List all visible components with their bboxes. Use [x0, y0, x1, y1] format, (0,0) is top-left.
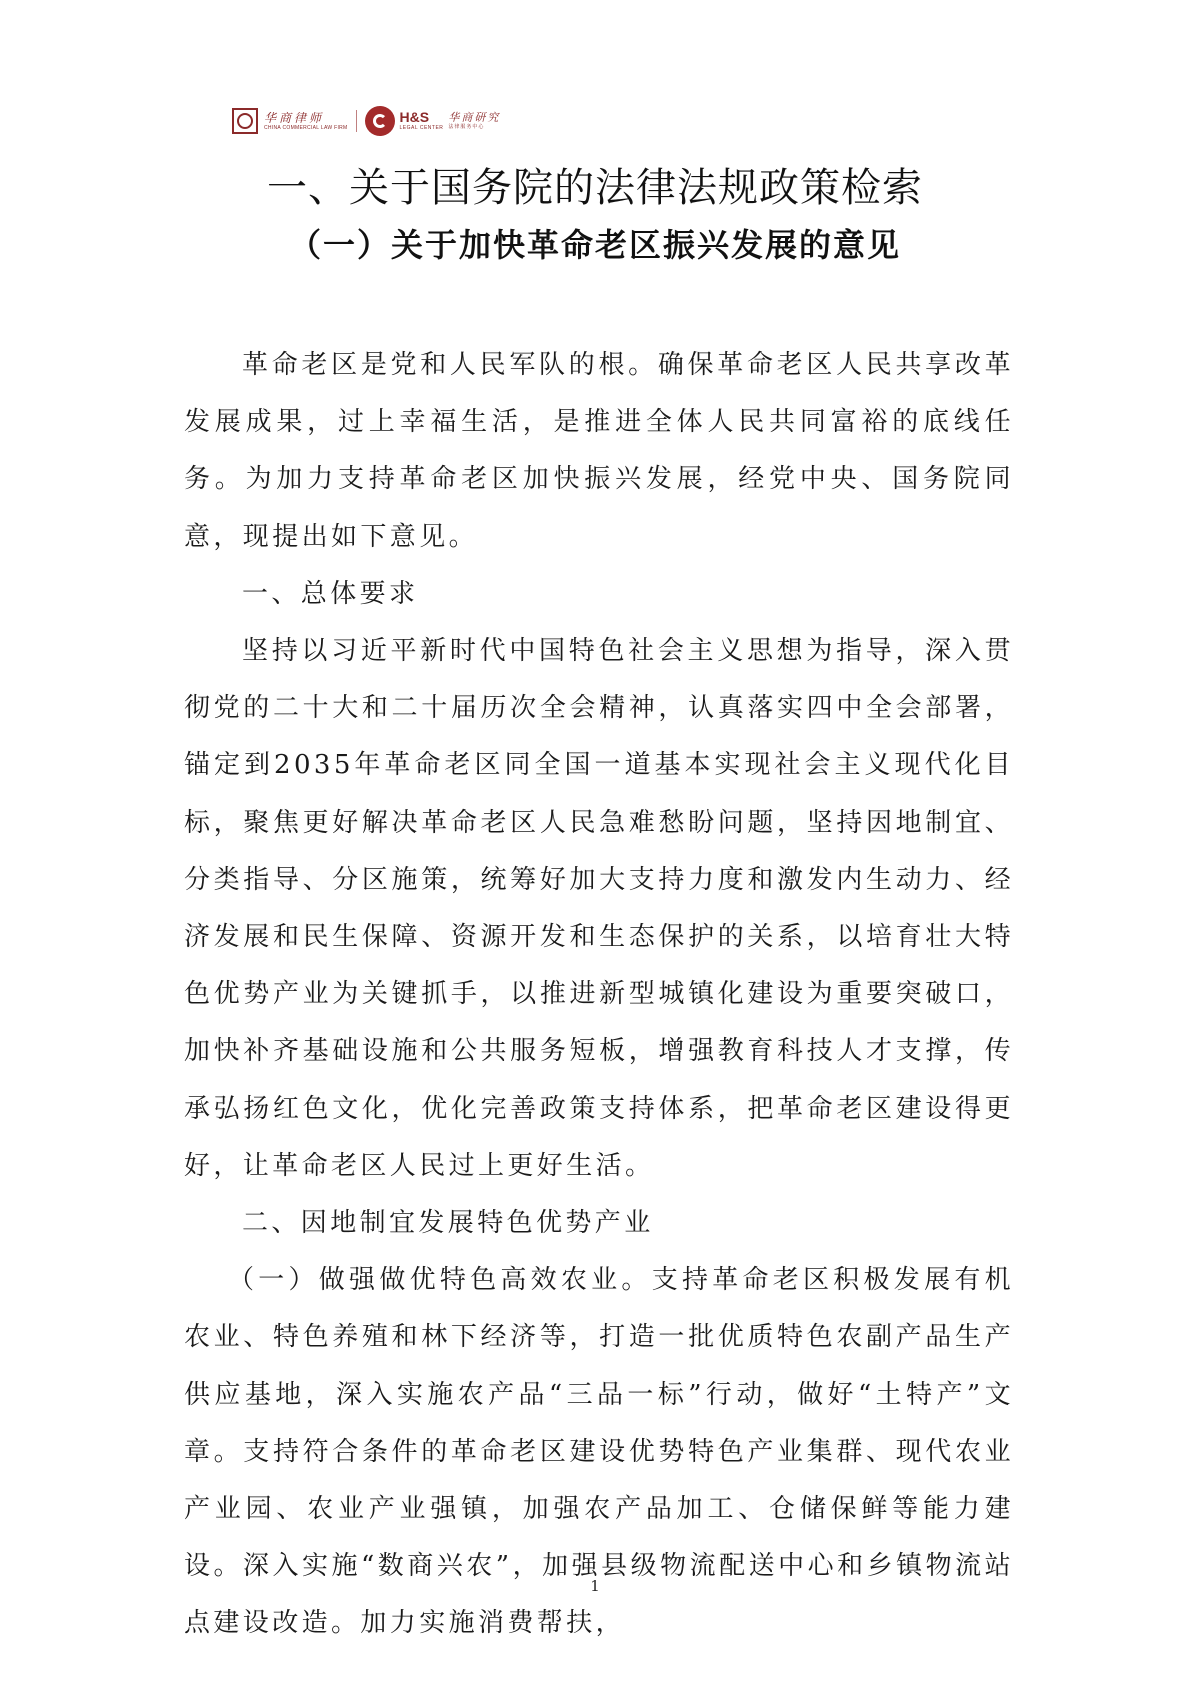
hs-logo — [365, 106, 501, 136]
firm-logo — [264, 111, 348, 132]
firm-seal-icon — [232, 108, 258, 134]
hs-logo-cn-sub: 法律服务中心 — [448, 124, 485, 130]
heading-general-requirements: 一、总体要求 — [242, 578, 419, 609]
hs-swirl-icon — [365, 106, 395, 136]
page-number: 1 — [590, 1577, 600, 1595]
document-body — [184, 337, 1014, 1653]
hs-logo-text: H&S — [399, 109, 430, 125]
heading-industries: 二、因地制宜发展特色优势产业 — [242, 1208, 654, 1239]
paragraph-agriculture: （一）做强做优特色高效农业。支持革命老区积极发展有机农业、特色养殖和林下经济等，打造一批优质特色农副产品生产供应基地，深入实施农产品“三品一标”行动，做好“土特产”文章。支持符合条件的革命老区建设优势特色产业集群、现代农业产业园、农业产业强镇，加强农产品加工、仓储保鲜等能力建设。深入实施“数商兴农”，加强县级物流配送中心和乡镇物流站点建设改造。加力实施消费帮扶， — [184, 1265, 1014, 1639]
firm-logo-en: CHINA COMMERCIAL LAW FIRM — [264, 124, 348, 131]
paragraph-general-requirements: 坚持以习近平新时代中国特色社会主义思想为指导，深入贯彻党的二十大和二十届历次全会精神，认真落实四中全会部署，锚定到2035年革命老区同全国一道基本实现社会主义现代化目标，聚焦更好解决革命老区人民急难愁盼问题，坚持因地制宜、分类指导、分区施策，统筹好加大支持力度和激发内生动力、经济发展和民生保障、资源开发和生态保护的关系，以培育壮大特色优势产业为关键抓手，以推进新型城镇化建设为重要突破口，加快补齐基础设施和公共服务短板，增强教育科技人才支撑，传承弘扬红色文化，优化完善政策支持体系，把革命老区建设得更好，让革命老区人民过上更好生活。 — [184, 636, 1014, 1181]
hs-logo-sub: LEGAL CENTER — [399, 125, 444, 131]
paragraph-intro: 革命老区是党和人民军队的根。确保革命老区人民共享改革发展成果，过上幸福生活，是推进全体人民共同富裕的底线任务。为加力支持革命老区加快振兴发展，经党中央、国务院同意，现提出如下意见。 — [184, 350, 1014, 552]
section-subtitle: （一）关于加快革命老区振兴发展的意见 — [288, 226, 901, 264]
header-logos — [232, 104, 500, 138]
logo-divider — [356, 110, 357, 132]
hs-logo-cn: 华商研究 — [448, 111, 501, 124]
firm-logo-cn: 华商律师 — [264, 110, 325, 125]
page-title: 一、关于国务院的法律法规政策检索 — [267, 165, 923, 211]
